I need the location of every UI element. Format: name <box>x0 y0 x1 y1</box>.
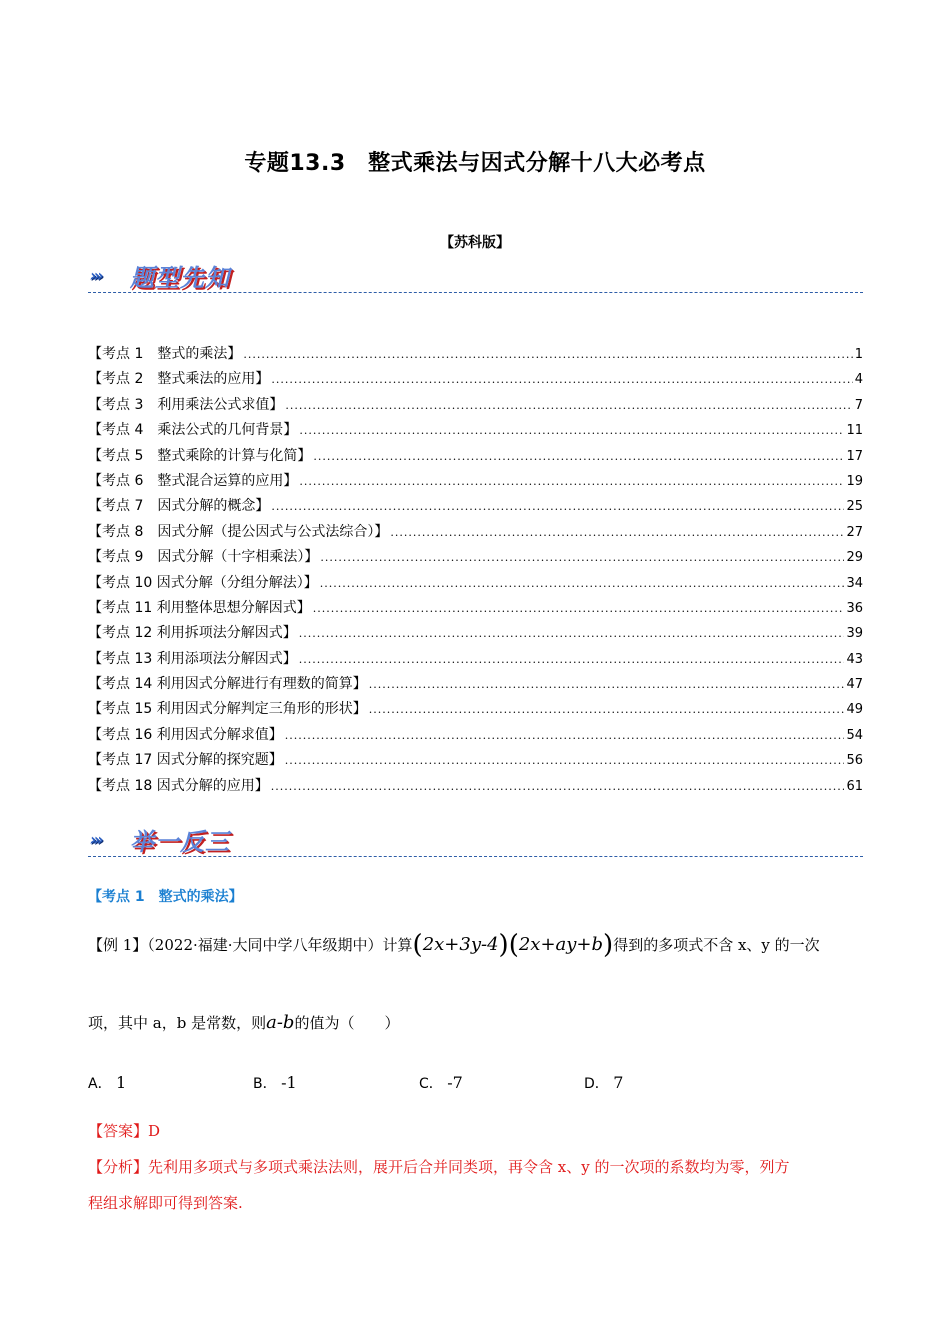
toc-leader-dots <box>369 703 845 716</box>
line2-prefix: 项，其中 a，b 是常数，则 <box>88 1014 267 1032</box>
toc-leader-dots <box>320 551 844 564</box>
toc-entry-label: 【考点 12 利用拆项法分解因式】 <box>88 625 297 642</box>
toc-page-number: 47 <box>846 677 863 693</box>
analysis-line2: 程组求解即可得到答案. <box>88 1194 243 1212</box>
toc-leader-dots <box>299 653 845 666</box>
toc-entry[interactable] <box>88 673 863 698</box>
toc-page-number: 54 <box>846 727 863 743</box>
toc-leader-dots <box>369 678 845 691</box>
section-heading: 【考点 1 整式的乘法】 <box>88 889 243 905</box>
toc-entry-label: 【考点 2 整式乘法的应用】 <box>88 371 270 388</box>
toc-entry[interactable] <box>88 775 863 800</box>
toc-entry[interactable] <box>88 546 863 571</box>
triple-arrow-icon: ››› <box>90 830 101 849</box>
toc-entry[interactable] <box>88 572 863 597</box>
toc-page-number: 39 <box>846 626 863 642</box>
toc-leader-dots <box>271 500 844 513</box>
toc-entry[interactable] <box>88 698 863 723</box>
table-of-contents <box>88 343 863 800</box>
toc-leader-dots <box>299 627 845 640</box>
toc-entry[interactable] <box>88 368 863 393</box>
toc-entry-label: 【考点 17 因式分解的探究题】 <box>88 752 283 769</box>
choice-b: B． -1 <box>253 1073 297 1092</box>
toc-page-number: 43 <box>846 651 863 667</box>
toc-entry-label: 【考点 6 整式混合运算的应用】 <box>88 472 298 489</box>
toc-leader-dots <box>285 754 845 767</box>
toc-entry[interactable] <box>88 749 863 774</box>
toc-leader-dots <box>390 526 844 539</box>
toc-page-number: 7 <box>854 397 863 413</box>
toc-entry-label: 【考点 9 因式分解（十字相乘法）】 <box>88 549 319 566</box>
toc-page-number: 27 <box>846 524 863 540</box>
banner-examples <box>88 822 863 858</box>
toc-leader-dots <box>320 577 845 590</box>
toc-entry-label: 【考点 1 整式的乘法】 <box>88 346 242 362</box>
toc-entry[interactable] <box>88 445 863 470</box>
toc-leader-dots <box>285 399 852 412</box>
toc-entry-label: 【考点 7 因式分解的概念】 <box>88 498 270 515</box>
dashed-divider <box>88 856 863 857</box>
toc-entry-label: 【考点 3 利用乘法公式求值】 <box>88 396 284 413</box>
toc-page-number: 29 <box>846 550 863 566</box>
toc-page-number: 1 <box>854 347 863 362</box>
toc-entry-label: 【考点 13 利用添项法分解因式】 <box>88 650 297 667</box>
banner-text: 题型先知 <box>130 264 230 292</box>
example-suffix: 得到的多项式不含 x、y 的一次 <box>613 936 820 954</box>
toc-leader-dots <box>285 729 845 742</box>
toc-page-number: 61 <box>846 778 863 794</box>
example-question-line1: 【例 1】（2022·福建·大同中学八年级期中）计算(2x+3y-4)(2x+ay+b)得到的多项式不含 x、y 的一次 <box>88 930 820 960</box>
choice-d: D． 7 <box>584 1073 624 1092</box>
dashed-divider <box>88 292 863 293</box>
toc-page-number: 19 <box>846 473 863 489</box>
analysis-line1: 【分析】先利用多项式与多项式乘法法则，展开后合并同类项，再令含 x、y 的一次项的系数均为零，列方 <box>88 1158 790 1176</box>
a-minus-b-expr: a-b <box>266 1012 295 1033</box>
toc-entry[interactable] <box>88 419 863 444</box>
toc-page-number: 25 <box>846 499 863 515</box>
line2-suffix: 的值为（ ） <box>294 1014 400 1032</box>
toc-entry-label: 【考点 4 乘法公式的几何背景】 <box>88 422 298 439</box>
banner-question-types <box>88 258 863 294</box>
edition-label: 【苏科版】 <box>440 235 510 251</box>
page-title: 专题13.3 整式乘法与因式分解十八大必考点 <box>244 151 706 176</box>
toc-entry[interactable] <box>88 343 863 368</box>
toc-entry[interactable] <box>88 521 863 546</box>
banner-text: 举一反三 <box>130 828 230 856</box>
toc-leader-dots <box>299 475 844 488</box>
factor-two: 2x+ay+b <box>518 934 604 955</box>
toc-entry[interactable] <box>88 394 863 419</box>
toc-page-number: 36 <box>846 600 863 616</box>
toc-leader-dots <box>313 602 845 615</box>
answer-line: 【答案】D <box>88 1122 161 1140</box>
triple-arrow-icon: ››› <box>90 266 101 285</box>
toc-entry[interactable] <box>88 622 863 647</box>
toc-page-number: 56 <box>846 753 863 769</box>
toc-leader-dots <box>313 450 844 463</box>
toc-page-number: 4 <box>854 372 863 388</box>
toc-entry[interactable] <box>88 495 863 520</box>
toc-page-number: 49 <box>846 702 863 718</box>
toc-entry-label: 【考点 8 因式分解（提公因式与公式法综合）】 <box>88 523 389 540</box>
toc-entry[interactable] <box>88 648 863 673</box>
toc-entry[interactable] <box>88 597 863 622</box>
toc-leader-dots <box>299 424 844 437</box>
toc-entry-label: 【考点 16 利用因式分解求值】 <box>88 726 283 743</box>
example-prefix: 【例 1】（2022·福建·大同中学八年级期中）计算 <box>88 936 413 954</box>
toc-leader-dots <box>271 373 852 386</box>
toc-page-number: 34 <box>846 575 863 591</box>
choice-a: A． 1 <box>88 1073 127 1092</box>
toc-page-number: 11 <box>846 423 863 439</box>
toc-leader-dots <box>271 780 845 793</box>
toc-entry-label: 【考点 5 整式乘除的计算与化简】 <box>88 447 312 464</box>
toc-entry-label: 【考点 11 利用整体思想分解因式】 <box>88 599 311 616</box>
factor-one: 2x+3y-4 <box>422 934 499 955</box>
toc-page-number: 17 <box>846 448 863 464</box>
choice-c: C． -7 <box>419 1073 463 1092</box>
toc-entry[interactable] <box>88 724 863 749</box>
example-question-line2 <box>88 1012 399 1033</box>
toc-entry-label: 【考点 15 利用因式分解判定三角形的形状】 <box>88 701 367 718</box>
toc-entry-label: 【考点 18 因式分解的应用】 <box>88 777 269 794</box>
toc-entry-label: 【考点 14 利用因式分解进行有理数的简算】 <box>88 676 367 693</box>
toc-entry[interactable] <box>88 470 863 495</box>
toc-leader-dots <box>243 348 852 361</box>
toc-entry-label: 【考点 10 因式分解（分组分解法）】 <box>88 574 318 591</box>
